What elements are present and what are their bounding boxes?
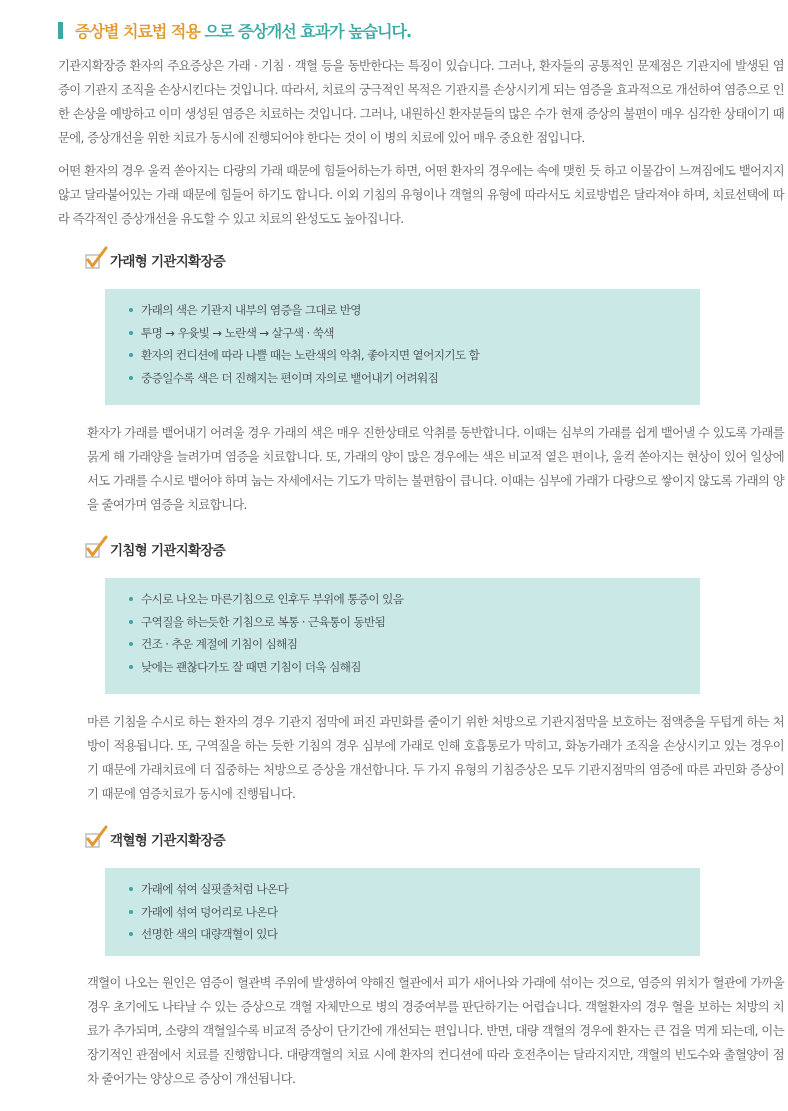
list-item: 투명 → 우윳빛 → 노란색 → 살구색 · 쑥색 (129, 322, 700, 345)
list-item: 가래에 섞여 실핏줄처럼 나온다 (129, 878, 700, 901)
page-title (58, 16, 411, 44)
section-heading-phlegm (84, 244, 225, 272)
title-rest: 으로 증상개선 효과가 높습니다. (204, 21, 412, 41)
checkbox-checked-icon (84, 246, 108, 272)
list-item: 수시로 나오는 마른기침으로 인후두 부위에 통증이 있음 (129, 588, 700, 611)
list-item: 가래의 색은 기관지 내부의 염증을 그대로 반영 (129, 299, 700, 322)
list-item: 낮에는 괜찮다가도 잘 때면 기침이 더욱 심해짐 (129, 656, 700, 679)
title-highlight: 증상별 치료법 적용 (75, 21, 200, 41)
symptom-list (129, 878, 700, 946)
checkbox-checked-icon (84, 535, 108, 561)
intro-paragraph-1: 기관지확장증 환자의 주요증상은 가래 · 기침 · 객혈 등을 동반한다는 특징이 있습니다. 그러나, 환자들의 공통적인 문제점은 기관지에 발생된 염증이 기관지 조직을 손상시킨다는 것입니다. 따라서, 치료의 궁극적인 목적은 기관지를 손상시키게 되는 염증을 효과적으로 개선하여 염증으로 인한 손상을 예방하고 이미 생성된 염증은 치료하는 것입니다. 그러나, 내원하신 환자분들의 많은 수가 현재 증상의 불편이 매우 심각한 상태이기 때문에, 증상개선을 위한 치료가 동시에 진행되어야 한다는 것이 이 병의 치료에 있어 매우 중요한 점입니다. (58, 59, 784, 145)
symptom-box-phlegm (105, 289, 700, 405)
section-body-hemoptysis: 객혈이 나오는 원인은 염증이 혈관벽 주위에 발생하여 약해진 혈관에서 피가 새어나와 가래에 섞이는 것으로, 염증의 위치가 혈관에 가까울 경우 초기에도 나타날 수 있는 증상으로 객혈 자체만으로 병의 경중여부를 판단하기는 어렵습니다. 객혈환자의 경우 혈을 보하는 처방의 치료가 추가되며, 소량의 객혈일수록 비교적 증상이 단기간에 개선되는 편입니다. 반면, 대량 객혈의 경우에 환자는 큰 겁을 먹게 되는데, 이는 장기적인 관점에서 치료를 진행합니다. 대량객혈의 치료 시에 환자의 컨디션에 따라 호전추이는 달라지지만, 객혈의 빈도수와 출혈양이 점차 줄어가는 양상으로 증상이 개선됩니다. (87, 976, 784, 1086)
intro-paragraph-2: 어떤 환자의 경우 울컥 쏟아지는 다량의 가래 때문에 힘들어하는가 하면, 어떤 환자의 경우에는 속에 맺힌 듯 하고 이물감이 느껴짐에도 뱉어지지 않고 달라붙어있는 가래 때문에 힘들어 하기도 합니다. 이외 기침의 유형이나 객혈의 유형에 따라서도 치료방법은 달라져야 하며, 치료선택에 따라 즉각적인 증상개선을 유도할 수 있고 치료의 완성도도 높아집니다. (58, 164, 784, 226)
symptom-box-hemoptysis (105, 868, 700, 956)
title-text (75, 19, 411, 42)
section-body-cough: 마른 기침을 수시로 하는 환자의 경우 기관지 점막에 퍼진 과민화를 줄이기 위한 처방으로 기관지점막을 보호하는 점액층을 두텁게 하는 처방이 적용됩니다. 또, 구역질을 하는 듯한 기침의 경우 심부에 가래로 인해 호흡통로가 막히고, 화농가래가 조직을 손상시키고 있는 경우이기 때문에 가래치료에 더 집중하는 처방으로 증상을 개선합니다. 두 가지 유형의 기침증상은 모두 기관지점막의 염증에 따른 과민화 증상이기 때문에 염증치료가 동시에 진행됩니다. (87, 715, 784, 801)
title-accent-bar (58, 22, 63, 39)
list-item: 가래에 섞여 덩어리로 나온다 (129, 901, 700, 924)
section-heading-hemoptysis (84, 823, 225, 851)
list-item: 선명한 색의 대량객혈이 있다 (129, 923, 700, 946)
list-item: 중증일수록 색은 더 진해지는 편이며 자의로 뱉어내기 어려워짐 (129, 367, 700, 390)
symptom-list (129, 588, 700, 678)
symptom-box-cough (105, 578, 700, 694)
section-title: 가래형 기관지확장증 (110, 254, 226, 270)
section-title: 객혈형 기관지확장증 (110, 833, 226, 849)
list-item: 환자의 컨디션에 따라 나쁠 때는 노란색의 악취, 좋아지면 옅어지기도 함 (129, 344, 700, 367)
list-item: 구역질을 하는듯한 기침으로 복통 · 근육통이 동반됨 (129, 611, 700, 634)
section-body-phlegm: 환자가 가래를 뱉어내기 어려울 경우 가래의 색은 매우 진한상태로 악취를 동반합니다. 이때는 심부의 가래를 쉽게 뱉어낼 수 있도록 가래를 묽게 해 가래양을 늘려가며 염증을 치료합니다. 또, 가래의 양이 많은 경우에는 색은 비교적 옅은 편이나, 울컥 쏟아지는 현상이 있어 일상에서도 가래를 수시로 뱉어야 하며 눕는 자세에서는 기도가 막히는 불편함이 큽니다. 이때는 심부에 가래가 다량으로 쌓이지 않도록 가래의 양을 줄여가며 염증을 치료합니다. (87, 426, 784, 512)
list-item: 건조 · 추운 계절에 기침이 심해짐 (129, 633, 700, 656)
section-title: 기침형 기관지확장증 (110, 543, 226, 559)
section-heading-cough (84, 533, 225, 561)
symptom-list (129, 299, 700, 389)
checkbox-checked-icon (84, 825, 108, 851)
